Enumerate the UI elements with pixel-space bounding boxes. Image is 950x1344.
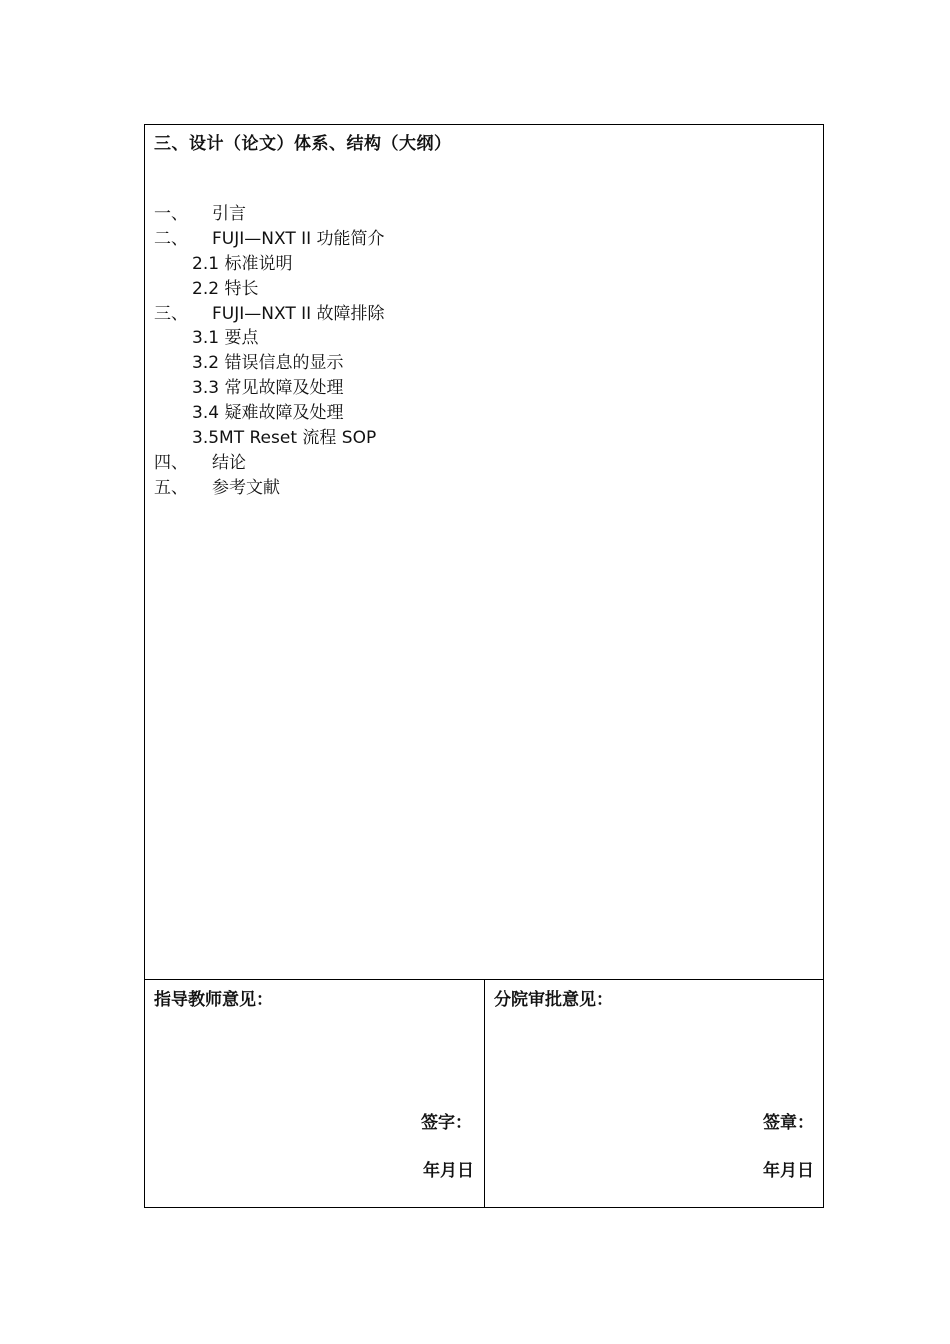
department-approval-cell[interactable] [485, 980, 823, 1207]
outline-form-table [144, 124, 824, 1208]
department-date-label: 年月日 [763, 1161, 814, 1181]
outline-item-text: 3.5MT Reset 流程 SOP [192, 428, 377, 449]
outline-item-text: 3.2 错误信息的显示 [192, 353, 344, 374]
outline-subitem-2-1 [154, 252, 385, 277]
outline-section [145, 125, 823, 980]
outline-item-function-overview [154, 227, 385, 252]
outline-item-text: 3.4 疑难故障及处理 [192, 403, 344, 424]
outline-item-text: 3.3 常见故障及处理 [192, 378, 344, 399]
outline-item-text: 参考文献 [212, 477, 280, 498]
outline-subitem-3-1 [154, 326, 385, 351]
outline-item-number: 五、 [154, 477, 188, 498]
outline-item-text: 2.1 标准说明 [192, 253, 293, 274]
outline-subitem-3-4 [154, 401, 385, 426]
outline-item-text: 2.2 特长 [192, 278, 259, 299]
outline-subitem-3-5 [154, 426, 385, 451]
outline-item-troubleshooting [154, 302, 385, 327]
outline-item-number: 三、 [154, 303, 188, 324]
outline-list [154, 202, 385, 501]
outline-item-number: 一、 [154, 204, 188, 224]
outline-item-number: 四、 [154, 452, 188, 473]
outline-item-conclusion [154, 451, 385, 476]
outline-item-references [154, 476, 385, 501]
advisor-date-label: 年月日 [423, 1161, 474, 1181]
section-heading: 三、设计（论文）体系、结构（大纲） [154, 134, 452, 154]
outline-subitem-2-2 [154, 277, 385, 302]
department-approval-label: 分院审批意见： [494, 990, 613, 1010]
outline-item-number: 二、 [154, 228, 188, 249]
department-seal-label: 签章： [763, 1113, 814, 1133]
outline-item-text: FUJI—NXT II 功能简介 [212, 228, 385, 249]
opinion-row [145, 980, 823, 1207]
advisor-signature-label: 签字： [421, 1113, 472, 1133]
advisor-opinion-cell[interactable] [145, 980, 485, 1207]
outline-item-text: 3.1 要点 [192, 328, 259, 349]
outline-item-text: 引言 [212, 204, 246, 224]
advisor-opinion-label: 指导教师意见： [154, 990, 273, 1010]
outline-subitem-3-3 [154, 376, 385, 401]
outline-item-text: FUJI—NXT II 故障排除 [212, 303, 385, 324]
outline-subitem-3-2 [154, 351, 385, 376]
outline-item-text: 结论 [212, 452, 246, 473]
outline-item-introduction [154, 202, 385, 227]
